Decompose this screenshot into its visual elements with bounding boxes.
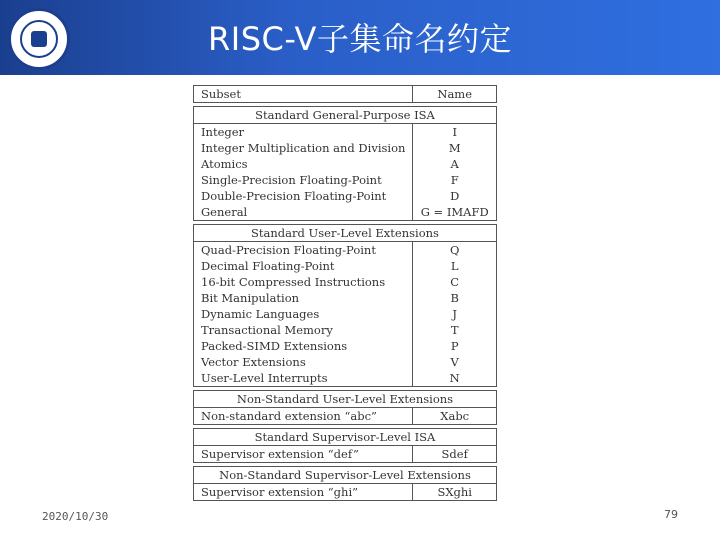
table-row	[194, 204, 497, 221]
subset-cell: Double-Precision Floating-Point	[194, 188, 413, 204]
name-cell: N	[413, 370, 497, 387]
section-title: Standard General-Purpose ISA	[194, 107, 497, 124]
name-cell: SXghi	[413, 484, 497, 501]
section-title-row	[194, 225, 497, 242]
name-cell: G = IMAFD	[413, 204, 497, 221]
name-cell: Sdef	[413, 446, 497, 463]
section-title: Non-Standard User-Level Extensions	[194, 391, 497, 408]
section-title-row	[194, 391, 497, 408]
table-header-row	[194, 86, 497, 103]
table-row	[194, 258, 497, 274]
subset-cell: Transactional Memory	[194, 322, 413, 338]
name-cell: T	[413, 322, 497, 338]
name-cell: J	[413, 306, 497, 322]
section-title: Non-Standard Supervisor-Level Extensions	[194, 467, 497, 484]
table-row	[194, 354, 497, 370]
section-title-row	[194, 467, 497, 484]
name-cell: C	[413, 274, 497, 290]
table-row	[194, 290, 497, 306]
subset-cell: Bit Manipulation	[194, 290, 413, 306]
table-row	[194, 188, 497, 204]
name-cell: L	[413, 258, 497, 274]
table-row	[194, 408, 497, 425]
subset-cell: Quad-Precision Floating-Point	[194, 242, 413, 259]
subset-cell: Vector Extensions	[194, 354, 413, 370]
subset-cell: Supervisor extension “ghi”	[194, 484, 413, 501]
name-cell: P	[413, 338, 497, 354]
subset-cell: Packed-SIMD Extensions	[194, 338, 413, 354]
table-row	[194, 242, 497, 259]
header-subset: Subset	[194, 86, 413, 103]
slide-title: RISC-V子集命名约定	[208, 20, 512, 58]
name-cell: Q	[413, 242, 497, 259]
subset-naming-table	[193, 85, 497, 501]
table-row	[194, 322, 497, 338]
slide-header	[0, 0, 720, 75]
section-title-row	[194, 429, 497, 446]
name-cell: I	[413, 124, 497, 141]
table-row	[194, 140, 497, 156]
name-cell: V	[413, 354, 497, 370]
subset-cell: Atomics	[194, 156, 413, 172]
table-row	[194, 156, 497, 172]
subset-cell: Dynamic Languages	[194, 306, 413, 322]
section-title: Standard User-Level Extensions	[194, 225, 497, 242]
table-row	[194, 338, 497, 354]
name-cell: A	[413, 156, 497, 172]
table-row	[194, 370, 497, 387]
subset-cell: User-Level Interrupts	[194, 370, 413, 387]
subset-cell: 16-bit Compressed Instructions	[194, 274, 413, 290]
header-name: Name	[413, 86, 497, 103]
subset-cell: General	[194, 204, 413, 221]
table-row	[194, 446, 497, 463]
section-title: Standard Supervisor-Level ISA	[194, 429, 497, 446]
subset-cell: Single-Precision Floating-Point	[194, 172, 413, 188]
subset-cell: Integer Multiplication and Division	[194, 140, 413, 156]
name-cell: M	[413, 140, 497, 156]
name-cell: B	[413, 290, 497, 306]
subset-cell: Supervisor extension “def”	[194, 446, 413, 463]
table-row	[194, 484, 497, 501]
subset-cell: Non-standard extension “abc”	[194, 408, 413, 425]
table-row	[194, 172, 497, 188]
subset-cell: Integer	[194, 124, 413, 141]
slide-date: 2020/10/30	[42, 510, 109, 523]
table-row	[194, 124, 497, 141]
section-title-row	[194, 107, 497, 124]
name-cell: F	[413, 172, 497, 188]
table-row	[194, 274, 497, 290]
subset-cell: Decimal Floating-Point	[194, 258, 413, 274]
subset-naming-table-container	[193, 85, 497, 501]
name-cell: D	[413, 188, 497, 204]
table-row	[194, 306, 497, 322]
slide-page-number: 79	[664, 508, 678, 521]
name-cell: Xabc	[413, 408, 497, 425]
